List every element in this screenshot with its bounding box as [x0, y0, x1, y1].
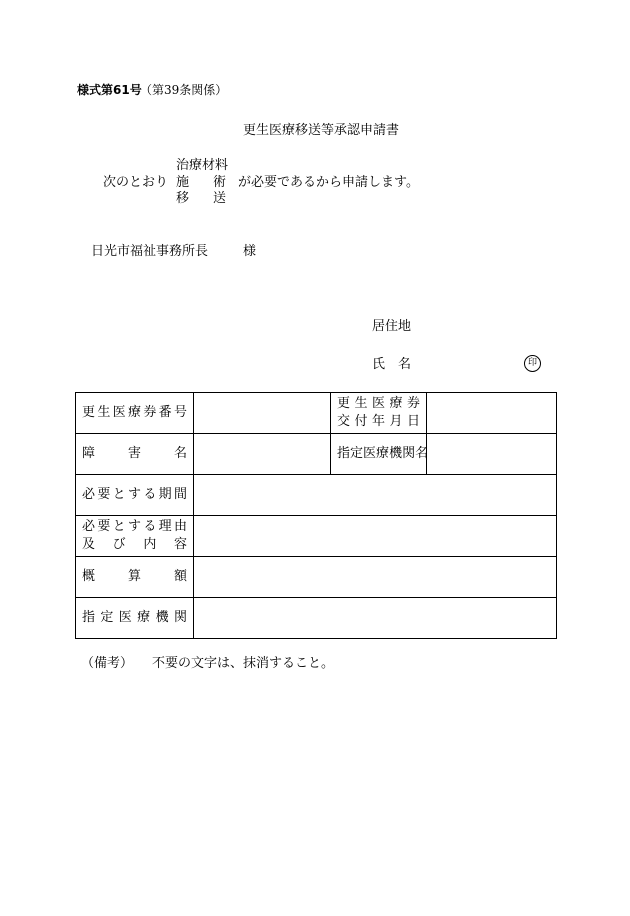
remarks-label: （備考） — [81, 656, 134, 671]
value-ticket-number[interactable] — [194, 393, 331, 434]
table-row — [76, 475, 557, 516]
label-reason-line1: 必 要 と す る 理 由 — [82, 519, 187, 535]
label-designated-institution — [76, 598, 194, 639]
seal-mark: 印 — [524, 355, 541, 372]
label-disability-text: 障 害 名 — [82, 445, 187, 461]
application-table — [75, 392, 557, 639]
name-label: 氏 名 — [372, 357, 412, 372]
label-period-text: 必 要 と す る 期 間 — [82, 486, 187, 502]
address-label: 居住地 — [372, 319, 412, 334]
table-row — [76, 598, 557, 639]
value-period[interactable] — [194, 475, 557, 516]
label-ticket-number — [76, 393, 194, 434]
label-reason-line2: 及 び 内 容 — [82, 536, 187, 552]
form-reference: （第39条関係） — [140, 83, 228, 97]
addressee-office: 日光市福祉事務所長 — [91, 244, 209, 259]
label-issue-date-line2: 交 付 年 月 日 — [337, 413, 420, 429]
value-designated-institution[interactable] — [194, 598, 557, 639]
form-number: 様式第61号 — [77, 83, 142, 97]
label-medical-institution-name — [331, 434, 427, 475]
label-designated-institution-text: 指 定 医 療 機 関 — [82, 609, 187, 625]
value-medical-institution-name[interactable] — [427, 434, 557, 475]
value-reason[interactable] — [194, 516, 557, 557]
table-row — [76, 434, 557, 475]
document-title: 更生医療移送等承認申請書 — [243, 123, 400, 138]
addressee-honorific: 様 — [243, 244, 257, 259]
table-row — [76, 516, 557, 557]
intro-item-transport — [176, 192, 226, 205]
label-reason — [76, 516, 194, 557]
table-row — [76, 557, 557, 598]
intro-item-transport-text: 移 送 — [176, 191, 226, 206]
label-ticket-number-text: 更 生 医 療 券 番 号 — [82, 404, 187, 420]
value-issue-date[interactable] — [427, 393, 557, 434]
remarks-text: 不要の文字は、抹消すること。 — [152, 656, 335, 671]
label-period — [76, 475, 194, 516]
intro-prefix: 次のとおり — [103, 175, 169, 190]
label-medical-institution-name-text: 指 定 医 療 機 関 名 — [337, 445, 429, 461]
label-estimate-text: 概 算 額 — [82, 568, 187, 584]
intro-item-treatment — [176, 176, 226, 189]
intro-suffix: が必要であるから申請します。 — [238, 175, 419, 190]
label-issue-date — [331, 393, 427, 434]
table-row — [76, 393, 557, 434]
label-disability — [76, 434, 194, 475]
intro-item-treatment-text: 施 術 — [176, 175, 226, 190]
label-estimate — [76, 557, 194, 598]
value-estimate[interactable] — [194, 557, 557, 598]
label-issue-date-line1: 更 生 医 療 券 — [337, 396, 420, 412]
value-disability[interactable] — [194, 434, 331, 475]
intro-item-materials: 治療材料 — [176, 158, 229, 173]
